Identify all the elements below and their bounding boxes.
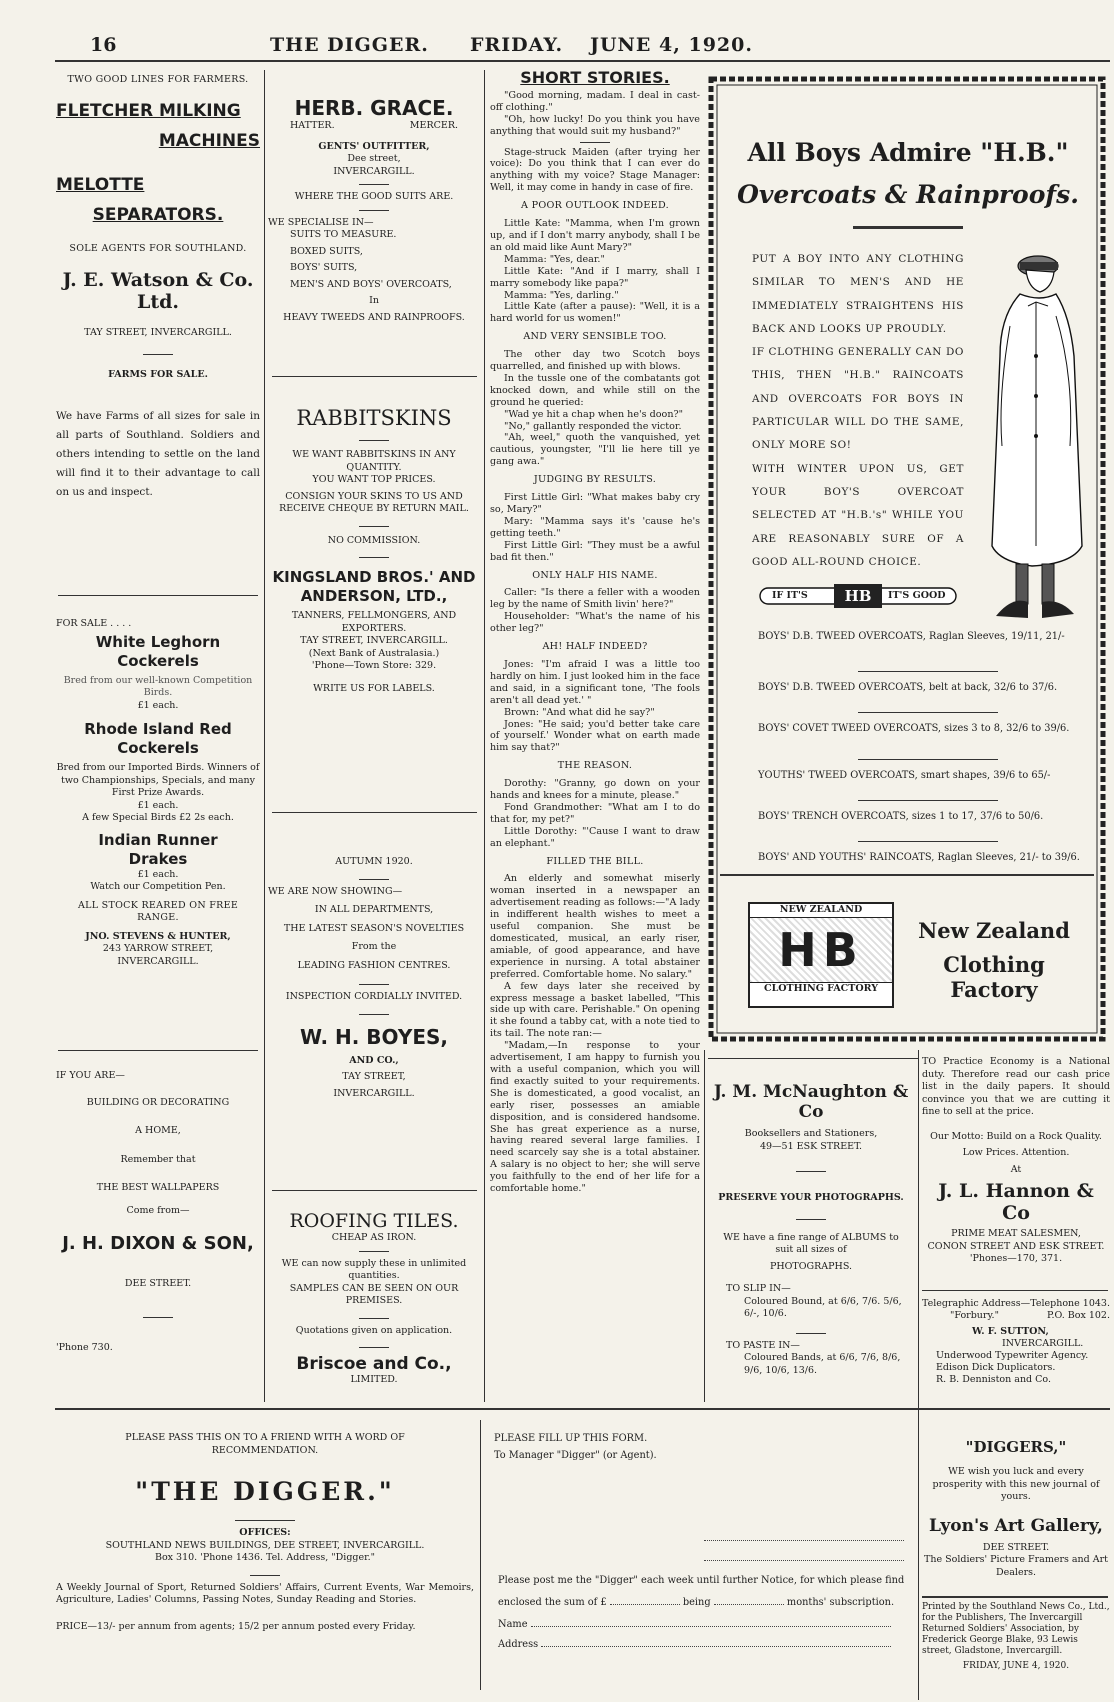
- dixon-firm: J. H. DIXON & SON,: [62, 1233, 254, 1254]
- leghorn-price: £1 each.: [137, 699, 179, 711]
- masthead: [60, 34, 1060, 60]
- column-rule-2: [484, 70, 485, 1402]
- tiles-sub: CHEAP AS IRON.: [331, 1232, 417, 1243]
- story-para: Dorothy: "Granny, go down on your hands and knees for a minute, please.": [490, 778, 700, 802]
- herb-l6: In: [369, 295, 379, 306]
- rule: [58, 595, 258, 596]
- rabbit-head: RABBITSKINS: [296, 406, 452, 430]
- stevens-addr1: 243 YARROW STREET,: [102, 943, 214, 954]
- story-para: In the tussle one of the combatants got knocked down, and while still on the ground he queried:: [490, 372, 700, 408]
- price-item: [758, 811, 1088, 841]
- tiles-l3: Quotations given on application.: [295, 1324, 453, 1336]
- column-rule-1: [264, 70, 265, 1402]
- price-item-text: BOYS' COVET TWEED OVERCOATS, sizes 3 to 8, 32/6 to 39/6.: [758, 723, 1070, 734]
- boyes-l5: LEADING FASHION CENTRES.: [297, 959, 451, 971]
- boy-illustration: [970, 246, 1090, 626]
- story-para: Little Kate: "Mamma, when I'm grown up, and if I don't marry anybody, shall I be an old maid like Aunt Mary?": [490, 218, 700, 253]
- story-para: Caller: "Is there a feller with a wooden leg by the name of Smith livin' here?": [490, 587, 700, 611]
- col1-dixon-ad: [56, 1070, 260, 1354]
- competition-pen: Watch our Competition Pen.: [90, 881, 226, 892]
- printer-date: FRIDAY, JUNE 4, 1920.: [962, 1661, 1070, 1671]
- story-para: Mamma: "Yes, darling.": [504, 289, 619, 301]
- boyes-l4: From the: [351, 941, 397, 952]
- separator: [235, 1520, 295, 1521]
- sutton-ad: [922, 1298, 1110, 1386]
- address-field[interactable]: [541, 1646, 891, 1647]
- tiles-l2: SAMPLES CAN BE SEEN ON OUR PREMISES.: [289, 1282, 459, 1306]
- hannon-l3: Low Prices. Attention.: [962, 1147, 1070, 1158]
- separator: [359, 1347, 389, 1348]
- story-para: Little Dorothy: "'Cause I want to draw an elephant.": [490, 825, 700, 849]
- mcn-l6: Coloured Bound, at 6/6, 7/6. 5/6, 6/-, 10/6.: [744, 1295, 902, 1319]
- rule: [58, 1050, 258, 1051]
- rule: [858, 712, 998, 713]
- sutton-phone: Telephone 1043.: [1030, 1298, 1110, 1309]
- separator: [359, 210, 389, 211]
- lyon-l2: The Soldiers' Picture Framers and Art Dealers.: [924, 1554, 1108, 1578]
- rule: [708, 1058, 918, 1059]
- dixon-l5: THE BEST WALLPAPERS: [96, 1182, 220, 1193]
- separator: [359, 184, 389, 185]
- tiles-l1: WE can now supply these in unlimited quantities.: [281, 1257, 467, 1281]
- story-para: Jones: "I'm afraid I was a little too hardly on him. I just looked him in the face and said, in a significant tone, 'The fools aren't all dead yet.' ": [490, 658, 700, 706]
- rabbit-l9: WRITE US FOR LABELS.: [313, 682, 435, 694]
- herb-l2: SUITS TO MEASURE.: [290, 229, 397, 240]
- separator: [143, 1317, 173, 1318]
- fletcher-headline: FLETCHER MILKING: [56, 100, 241, 121]
- factory-2: Clothing Factory: [943, 952, 1045, 1002]
- masthead-rule: [55, 60, 1110, 62]
- story-para: An elderly and somewhat miserly woman inserted in a newspaper an advertisement reading as follows:—"A lady in indifferent health wishes to meet a useful companion. She must be domesticated, musical, an early riser, amiable, of good appearance, and have experience in nursing. A total abstainer preferred. Comfortable home. No salary.": [490, 873, 700, 980]
- story-para: First Little Girl: "They must be a awful bad fit then.": [490, 539, 700, 563]
- dixon-l2: BUILDING OR DECORATING: [86, 1096, 230, 1108]
- price-item: [758, 682, 1088, 712]
- outfitter: GENTS' OUTFITTER,: [318, 140, 430, 152]
- special-birds: A few Special Birds £2 2s each.: [82, 812, 234, 823]
- col2-boyes-ad: [268, 856, 480, 1100]
- sum-field[interactable]: [610, 1604, 680, 1605]
- price-item: [758, 723, 1088, 759]
- hannon-l5: PRIME MEAT SALESMEN,: [951, 1228, 1081, 1239]
- story-head: ONLY HALF HIS NAME.: [532, 569, 658, 581]
- form-l1: Please post me the "Digger" each week until further Notice, for which please find: [498, 1575, 905, 1586]
- rule: [858, 841, 998, 842]
- herb-l1: WE SPECIALISE IN—: [268, 216, 374, 228]
- rhode-head: Rhode Island Red Cockerels: [84, 720, 232, 757]
- story-head: THE REASON.: [557, 760, 633, 772]
- factory-1: New Zealand: [918, 918, 1070, 943]
- badge-right: IT'S GOOD: [888, 590, 946, 601]
- page-number: 16: [90, 34, 117, 56]
- name-field[interactable]: [531, 1626, 891, 1627]
- badge-mid: HB: [844, 587, 872, 605]
- sutton-l2: Edison Dick Duplicators.: [936, 1362, 1056, 1373]
- herb-street: Dee street,: [347, 153, 401, 164]
- column-rule-4: [918, 1050, 919, 1700]
- mcn-l1: Booksellers and Stationers,: [744, 1128, 878, 1139]
- sutton-l3: R. B. Denniston and Co.: [936, 1374, 1052, 1385]
- farms-head: FARMS FOR SALE.: [108, 368, 208, 380]
- separators-headline: SEPARATORS.: [92, 204, 224, 225]
- story-para: Jones: "He said; you'd better take care of yourself.' Wonder what on earth made him say that?": [490, 718, 700, 754]
- logo-mid: HB: [750, 918, 892, 982]
- rabbit-l4: NO COMMISSION.: [327, 534, 421, 546]
- story-para: The other day two Scotch boys quarrelled, and finished up with blows.: [490, 349, 700, 373]
- rhode-price: £1 each.: [137, 799, 179, 811]
- hatter: HATTER.: [290, 120, 335, 131]
- hannon-firm: J. L. Hannon & Co: [938, 1180, 1094, 1224]
- separator: [359, 879, 389, 880]
- form-l2c: months' subscription.: [786, 1597, 895, 1608]
- sutton-box: P.O. Box 102.: [1047, 1310, 1110, 1321]
- lyon-ad: [922, 1438, 1110, 1579]
- hb-headline-2: Overcoats & Rainproofs.: [737, 180, 1079, 209]
- mcn-l4: PHOTOGRAPHS.: [769, 1260, 853, 1272]
- story-para: Fond Grandmother: "What am I to do that for, my pet?": [490, 801, 700, 825]
- herb-town: INVERCARGILL.: [333, 165, 415, 177]
- dixon-l6: Come from—: [126, 1204, 190, 1216]
- story-para: A few days later she received by express message a basket labelled, "This side up with care. Perishable." On opening it she found a tabby cat, with a note tied to its tail. The note ran:—: [490, 980, 700, 1040]
- stories-head: SHORT STORIES.: [520, 68, 670, 87]
- sutton-tel: Telegraphic Address—: [922, 1298, 1031, 1309]
- hb-copy-para: PUT A BOY INTO ANY CLOTHING SIMILAR TO MEN'S AND HE IMMEDIATELY STRAIGHTENS HIS BACK AND LOOKS UP PROUDLY.: [752, 253, 964, 335]
- story-para: Little Kate: "And if I marry, shall I marry somebody like papa?": [490, 265, 700, 289]
- short-stories: [490, 68, 700, 1195]
- story-para: "Oh, how lucky! Do you think you have anything that would suit my husband?": [490, 113, 700, 137]
- rhode-text: Bred from our Imported Birds. Winners of two Championships, Specials, and many First Prize Awards.: [56, 762, 260, 798]
- story-para: Mamma: "Yes, dear.": [504, 253, 605, 265]
- sutton-l1: Underwood Typewriter Agency.: [936, 1350, 1089, 1361]
- price-item-text: YOUTHS' TWEED OVERCOATS, smart shapes, 39/6 to 65/-: [758, 770, 1051, 781]
- boyes-street: TAY STREET,: [342, 1071, 406, 1082]
- lyon-l1: WE wish you luck and every prosperity with this new journal of yours.: [932, 1466, 1100, 1502]
- separator: [359, 1318, 389, 1319]
- mcnaughton-ad: [706, 1082, 916, 1377]
- boyes-firm: W. H. BOYES,: [300, 1024, 448, 1049]
- story-para: Householder: "What's the name of his other leg?": [490, 611, 700, 635]
- herb-l7: HEAVY TWEEDS AND RAINPROOFS.: [283, 311, 465, 323]
- dixon-l3: A HOME,: [135, 1125, 181, 1136]
- hb-advert: [708, 76, 1106, 1042]
- dixon-phone: 'Phone 730.: [56, 1341, 113, 1353]
- story-para: Brown: "And what did he say?": [504, 706, 655, 718]
- hb-copy-para: IF CLOTHING GENERALLY CAN DO THIS, THEN "H.B." RAINCOATS AND OVERCOATS FOR BOYS IN PARTICULAR WILL DO THE SAME, ONLY MORE SO!: [752, 346, 964, 452]
- separator: [359, 526, 389, 527]
- issue-day: FRIDAY.: [470, 34, 564, 56]
- rabbit-l3: CONSIGN YOUR SKINS TO US AND RECEIVE CHEQUE BY RETURN MAIL.: [279, 490, 469, 514]
- leghorn-text: Bred from our well-known Competition Birds.: [63, 674, 253, 698]
- story-para: Little Kate (after a pause): "Well, it is a hard world for us women!": [490, 301, 700, 325]
- story-head: JUDGING BY RESULTS.: [533, 474, 657, 486]
- logo-top: NEW ZEALAND: [750, 904, 892, 918]
- sutton-town: INVERCARGILL.: [1002, 1338, 1084, 1349]
- digger-promo: [56, 1432, 474, 1633]
- form-head: PLEASE FILL UP THIS FORM.: [494, 1433, 648, 1444]
- form-line[interactable]: [704, 1560, 904, 1562]
- rabbit-l6: TAY STREET, INVERCARGILL.: [300, 635, 448, 646]
- watson-address: TAY STREET, INVERCARGILL.: [84, 327, 232, 338]
- digger-title: "THE DIGGER.": [135, 1477, 395, 1506]
- hb-badge: [758, 584, 958, 608]
- badge-left: IF IT'S: [772, 590, 808, 601]
- machines-headline: MACHINES: [158, 130, 260, 151]
- rule: [272, 812, 477, 813]
- price-item: [758, 852, 1088, 864]
- logo-bottom: CLOTHING FACTORY: [750, 982, 892, 996]
- separator: [796, 1219, 826, 1220]
- runner-head: Indian Runner Drakes: [98, 830, 218, 868]
- col1-poultry-ad: [56, 618, 260, 968]
- price-item: [758, 770, 1088, 800]
- briscoe-ltd: LIMITED.: [350, 1374, 398, 1385]
- hannon-ad: [922, 1056, 1110, 1266]
- separator: [796, 1171, 826, 1172]
- kingsland-firm: KINGSLAND BROS.' AND ANDERSON, LTD.,: [272, 568, 476, 605]
- lyon-head: "DIGGERS,": [965, 1438, 1067, 1456]
- story-head: AND VERY SENSIBLE TOO.: [523, 331, 667, 343]
- story-para: "No," gallantly responded the victor.: [504, 420, 682, 432]
- hb-copy: [752, 248, 964, 574]
- mcn-l8: Coloured Bands, at 6/6, 7/6, 8/6, 9/6, 10/6, 13/6.: [744, 1352, 901, 1376]
- name-label: Name: [498, 1619, 528, 1630]
- offices-addr2: Box 310. 'Phone 1436. Tel. Address, "Digger.": [154, 1552, 376, 1563]
- newspaper-title: THE DIGGER.: [270, 34, 429, 56]
- form-to: To Manager "Digger" (or Agent).: [494, 1450, 657, 1461]
- mcn-head: PRESERVE YOUR PHOTOGRAPHS.: [718, 1192, 904, 1203]
- rabbit-l5: TANNERS, FELLMONGERS, AND EXPORTERS.: [291, 610, 457, 634]
- separator: [250, 1575, 280, 1576]
- rule: [922, 1596, 1108, 1598]
- mercer: MERCER.: [409, 120, 458, 131]
- herb-tag: WHERE THE GOOD SUITS ARE.: [294, 191, 454, 202]
- bottom-rule: [55, 1408, 1110, 1410]
- rabbit-l2: YOU WANT TOP PRICES.: [312, 474, 436, 485]
- rabbit-l7: (Next Bank of Australasia.): [308, 647, 440, 659]
- boyes-l3: THE LATEST SEASON'S NOVELTIES: [283, 922, 465, 934]
- address-label: Address: [498, 1639, 539, 1650]
- separator: [796, 1333, 826, 1334]
- col2-rabbit-ad: [268, 406, 480, 695]
- rule: [858, 759, 998, 760]
- subscription-form: [494, 1432, 914, 1650]
- mcn-l7: TO PASTE IN—: [726, 1339, 800, 1351]
- boyes-l1: WE ARE NOW SHOWING—: [268, 885, 403, 897]
- rule: [853, 226, 963, 229]
- story-head: A POOR OUTLOOK INDEED.: [521, 200, 669, 212]
- col1-farm-ad: [56, 74, 260, 502]
- mcn-l2: 49—51 ESK STREET.: [759, 1140, 863, 1152]
- ad-kicker: TWO GOOD LINES FOR FARMERS.: [67, 74, 249, 85]
- stevens-addr2: INVERCARGILL.: [117, 955, 199, 967]
- dixon-l4: Remember that: [120, 1153, 196, 1165]
- pass-on: PLEASE PASS THIS ON TO A FRIEND WITH A WORD OF RECOMMENDATION.: [125, 1432, 405, 1456]
- sutton-row2: [922, 1310, 1110, 1322]
- mcn-l5: TO SLIP IN—: [726, 1283, 791, 1294]
- boyes-l2: IN ALL DEPARTMENTS,: [314, 904, 434, 915]
- briscoe-firm: Briscoe and Co.,: [296, 1354, 452, 1374]
- hb-headline-1: All Boys Admire "H.B.": [747, 138, 1069, 167]
- rule: [272, 1190, 477, 1191]
- hb-copy-para: WITH WINTER UPON US, GET YOUR BOY'S OVERCOAT SELECTED AT "H.B.'s" WHILE YOU ARE REASONABLY SURE OF A GOOD ALL-ROUND CHOICE.: [752, 462, 964, 568]
- story-para: "Good morning, madam. I deal in cast-off clothing.": [490, 89, 700, 113]
- runner-price: £1 each.: [137, 868, 179, 880]
- free-range: ALL STOCK REARED ON FREE RANGE.: [77, 899, 239, 923]
- story-para: "Ah, weel," quoth the vanquished, yet cautious, youngster, "I'll lie here till ye gang awa.": [490, 432, 700, 468]
- printer-imprint: [922, 1602, 1110, 1672]
- price-item-text: BOYS' D.B. TWEED OVERCOATS, belt at back, 32/6 to 37/6.: [758, 682, 1058, 693]
- story-para: Stage-struck Maiden (after trying her voice): Do you think that I can ever do anything with my voice? Stage Manager: Well, it may come in handy in case of fire.: [490, 146, 700, 194]
- herb-l5: MEN'S AND BOYS' OVERCOATS,: [290, 278, 452, 290]
- dixon-street: DEE STREET.: [124, 1278, 192, 1289]
- printer-l1: Printed by the Southland News Co., Ltd., for the Publishers, The Invercargill Returned Soldiers' Association, by Frederick George Blake, 93 Lewis street, Gladstone, Invercargill.: [922, 1602, 1110, 1656]
- rule: [858, 800, 998, 801]
- rabbit-l1: WE WANT RABBITSKINS IN ANY QUANTITY.: [292, 449, 456, 473]
- months-field[interactable]: [714, 1604, 784, 1605]
- offices-addr1: SOUTHLAND NEWS BUILDINGS, DEE STREET, INVERCARGILL.: [105, 1539, 425, 1551]
- sole-agents: SOLE AGENTS FOR SOUTHLAND.: [69, 242, 247, 254]
- story-head: FILLED THE BILL.: [546, 855, 644, 867]
- for-sale: FOR SALE . . . .: [56, 618, 132, 629]
- col2-tiles-ad: [268, 1210, 480, 1387]
- sutton-forbury: "Forbury.": [950, 1310, 999, 1321]
- separator: [359, 440, 389, 441]
- lyon-street: DEE STREET.: [982, 1541, 1050, 1553]
- form-l2b: being: [682, 1597, 711, 1608]
- separator: [359, 1014, 389, 1015]
- hannon-l1: TO Practice Economy is a National duty. Therefore read our cash price list in the daily papers. It should convince you that we are cutting it fine to sell at the price.: [922, 1056, 1110, 1117]
- story-para: "Wad ye hit a chap when he's doon?": [504, 408, 684, 420]
- hannon-l7: 'Phones—170, 371.: [969, 1253, 1063, 1264]
- rule: [720, 874, 1094, 876]
- herb-roles: [268, 120, 480, 133]
- herb-l3: BOXED SUITS,: [290, 245, 363, 257]
- watson-firm: J. E. Watson & Co. Ltd.: [62, 269, 254, 313]
- separator: [359, 984, 389, 985]
- rule: [858, 671, 998, 672]
- price-item-text: BOYS' D.B. TWEED OVERCOATS, Raglan Sleeves, 19/11, 21/-: [758, 631, 1065, 642]
- herb-name: HERB. GRACE.: [294, 96, 454, 120]
- story-para: First Little Girl: "What makes baby cry so, Mary?": [490, 492, 700, 515]
- story-head: AH! HALF INDEED?: [542, 641, 648, 653]
- farms-body: We have Farms of all sizes for sale in all parts of Southland. Soldiers and others intending to settle on the land will find it to their advantage to call on us and inspect.: [56, 410, 260, 498]
- journal-desc: A Weekly Journal of Sport, Returned Soldiers' Affairs, Current Events, War Memoirs, Agriculture, Ladies' Columns, Passing Notes, Sunday Reading and Stories.: [56, 1581, 474, 1605]
- sutton-name: W. F. SUTTON,: [972, 1326, 1049, 1337]
- stevens-firm: JNO. STEVENS & HUNTER,: [85, 930, 231, 942]
- boyes-co: AND CO.,: [349, 1054, 399, 1066]
- col2-herb-ad: [268, 96, 480, 324]
- dixon-l1: IF YOU ARE—: [56, 1070, 125, 1081]
- price: PRICE—13/- per annum from agents; 15/2 per annum posted every Friday.: [56, 1620, 416, 1632]
- form-l2a: enclosed the sum of £: [498, 1597, 607, 1608]
- form-name-row: [498, 1618, 908, 1631]
- herb-l4: BOYS' SUITS,: [290, 262, 358, 273]
- lyon-firm: Lyon's Art Gallery,: [929, 1515, 1103, 1536]
- column-rule-5: [480, 1420, 481, 1690]
- form-address-row: [498, 1638, 908, 1651]
- hannon-l2: Our Motto: Build on a Rock Quality.: [930, 1130, 1102, 1142]
- tiles-head: ROOFING TILES.: [289, 1210, 459, 1232]
- story-para: Mary: "Mamma says it's 'cause he's getting teeth.": [490, 515, 700, 539]
- form-line[interactable]: [704, 1540, 904, 1542]
- leghorn-head: White Leghorn Cockerels: [95, 632, 221, 670]
- price-item-text: BOYS' AND YOUTHS' RAINCOATS, Raglan Sleeves, 21/- to 39/6.: [758, 852, 1080, 863]
- form-l2: [498, 1596, 918, 1609]
- separator: [143, 354, 173, 355]
- separator: [580, 142, 610, 143]
- rule: [922, 1290, 1108, 1291]
- sutton-row1: [922, 1298, 1110, 1310]
- story-para: "Madam,—In response to your advertisement, I am happy to furnish you with a useful companion, which you will find exactly suited to your requirements. She is domesticated, a good vocalist, an early riser, possesses an amiable disposition, and is considered handsome. She has great experience as a nurse, having reared several large families. I need scarcely say she is a total abstainer. A salary is no object to her; she will serve you faithfully to the end of her life for a comfortable home.": [490, 1040, 700, 1195]
- melotte-headline: MELOTTE: [56, 174, 145, 195]
- rabbit-l8: 'Phone—Town Store: 329.: [311, 660, 437, 671]
- issue-date: JUNE 4, 1920.: [590, 34, 753, 56]
- offices: OFFICES:: [239, 1527, 291, 1538]
- rule: [272, 376, 477, 377]
- separator: [359, 557, 389, 558]
- hannon-l6: CONON STREET AND ESK STREET.: [927, 1240, 1105, 1252]
- hb-logo: [748, 902, 894, 1008]
- hannon-l4: At: [1010, 1163, 1022, 1175]
- boyes-l6: INSPECTION CORDIALLY INVITED.: [285, 991, 463, 1002]
- hb-price-list: [758, 631, 1088, 864]
- price-item: [758, 631, 1088, 671]
- price-item-text: BOYS' TRENCH OVERCOATS, sizes 1 to 17, 37/6 to 50/6.: [758, 811, 1044, 822]
- season: AUTUMN 1920.: [335, 856, 413, 867]
- separator: [359, 1251, 389, 1252]
- mcn-firm: J. M. McNaughton & Co: [713, 1082, 909, 1122]
- boyes-town: INVERCARGILL.: [333, 1087, 415, 1099]
- mcn-l3: WE have a fine range of ALBUMS to suit all sizes of: [723, 1231, 899, 1255]
